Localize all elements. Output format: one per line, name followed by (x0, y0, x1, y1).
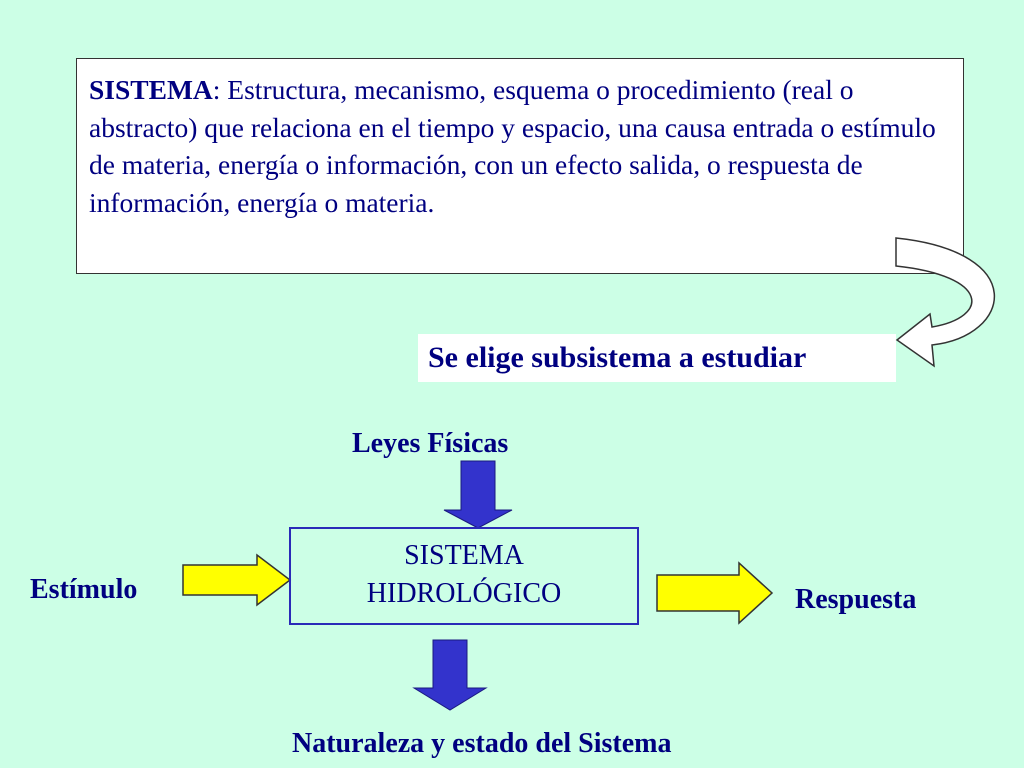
input-label: Estímulo (30, 574, 138, 605)
input-arrow-icon (183, 555, 290, 605)
laws-label: Leyes Físicas (352, 428, 509, 459)
curved-arrow-icon (896, 238, 994, 366)
system-box (289, 527, 639, 625)
definition-term: SISTEMA (89, 74, 213, 105)
subsystem-note: Se elige subsistema a estudiar (418, 334, 896, 382)
output-arrow-icon (657, 563, 772, 623)
definition-text: : Estructura, mecanismo, esquema o procedimiento (real o abstracto) que relaciona en el tiempo y espacio, una causa entrada o estímulo de materia, energía o información, con un efecto salida, o respuesta de información, energía o materia. (89, 74, 936, 218)
state-label: Naturaleza y estado del Sistema (292, 728, 672, 759)
system-title-line2: HIDROLÓGICO (366, 578, 562, 609)
output-label: Respuesta (795, 584, 917, 615)
system-title-line1: SISTEMA (404, 540, 524, 571)
state-down-arrow-icon (414, 640, 486, 710)
laws-down-arrow-icon (444, 461, 512, 528)
